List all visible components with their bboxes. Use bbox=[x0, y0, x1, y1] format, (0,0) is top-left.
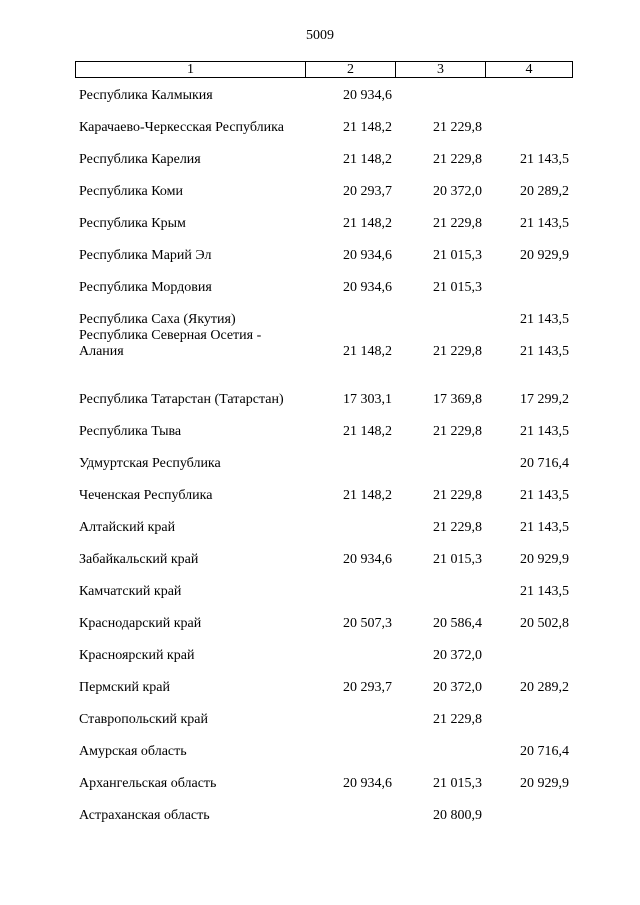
table-row bbox=[75, 712, 573, 728]
region-name-line: Республика Саха (Якутия) bbox=[79, 312, 236, 327]
value-c3: 21 229,8 bbox=[433, 120, 482, 135]
value-c3: 21 015,3 bbox=[433, 552, 482, 567]
value-c3: 20 586,4 bbox=[433, 616, 482, 631]
value-c2: 20 934,6 bbox=[343, 552, 392, 567]
region-name-line: Республика Мордовия bbox=[79, 280, 212, 295]
region-name-line: Карачаево-Черкесская Республика bbox=[79, 120, 284, 135]
region-name bbox=[75, 584, 305, 600]
value-c2: 21 148,2 bbox=[343, 152, 392, 167]
region-name bbox=[75, 248, 305, 264]
header-col-3: 3 bbox=[396, 62, 486, 77]
region-name bbox=[75, 616, 305, 632]
table-header bbox=[75, 61, 573, 78]
value-c4: 20 502,8 bbox=[520, 616, 569, 631]
value-c2: 21 148,2 bbox=[343, 216, 392, 231]
value-c2: 20 934,6 bbox=[343, 280, 392, 295]
value-c3: 21 229,8 bbox=[433, 712, 482, 727]
value-c2: 20 507,3 bbox=[343, 616, 392, 631]
table-row bbox=[75, 280, 573, 296]
table-row bbox=[75, 776, 573, 792]
value-c4: 21 143,5 bbox=[520, 216, 569, 231]
table-row bbox=[75, 392, 573, 408]
value-c3: 21 015,3 bbox=[433, 280, 482, 295]
value-c3: 17 369,8 bbox=[433, 392, 482, 407]
table-row bbox=[75, 680, 573, 696]
region-name-line: Краснодарский край bbox=[79, 616, 202, 631]
region-name bbox=[75, 456, 305, 472]
value-c4: 21 143,5 bbox=[520, 344, 569, 359]
region-name-line: Ставропольский край bbox=[79, 712, 208, 727]
table-row bbox=[75, 616, 573, 632]
table-row bbox=[75, 456, 573, 472]
value-c4: 21 143,5 bbox=[520, 488, 569, 503]
value-c3: 21 015,3 bbox=[433, 248, 482, 263]
value-c2: 20 934,6 bbox=[343, 248, 392, 263]
table-row bbox=[75, 248, 573, 264]
value-c3: 20 372,0 bbox=[433, 184, 482, 199]
value-c4: 20 289,2 bbox=[520, 680, 569, 695]
table-row bbox=[75, 520, 573, 536]
region-name bbox=[75, 424, 305, 440]
region-name bbox=[75, 152, 305, 168]
region-name-line: Республика Татарстан (Татарстан) bbox=[79, 392, 284, 407]
value-c4: 20 929,9 bbox=[520, 552, 569, 567]
region-name-line: Архангельская область bbox=[79, 776, 217, 791]
value-c3: 21 229,8 bbox=[433, 216, 482, 231]
region-name-line: Камчатский край bbox=[79, 584, 182, 599]
table-row bbox=[75, 312, 573, 328]
value-c4: 17 299,2 bbox=[520, 392, 569, 407]
region-name-line: Красноярский край bbox=[79, 648, 195, 663]
region-name-line: Пермский край bbox=[79, 680, 170, 695]
value-c3: 21 229,8 bbox=[433, 488, 482, 503]
region-name-line: Амурская область bbox=[79, 744, 187, 759]
region-name bbox=[75, 328, 305, 360]
value-c4: 21 143,5 bbox=[520, 152, 569, 167]
region-name bbox=[75, 392, 305, 408]
value-c4: 20 716,4 bbox=[520, 456, 569, 471]
value-c2: 21 148,2 bbox=[343, 120, 392, 135]
value-c4: 20 289,2 bbox=[520, 184, 569, 199]
value-c2: 17 303,1 bbox=[343, 392, 392, 407]
value-c3: 20 372,0 bbox=[433, 648, 482, 663]
region-name bbox=[75, 808, 305, 824]
region-name-line: Республика Карелия bbox=[79, 152, 201, 167]
table-row bbox=[75, 648, 573, 664]
region-name bbox=[75, 552, 305, 568]
region-name-line: Чеченская Республика bbox=[79, 488, 213, 503]
region-name bbox=[75, 216, 305, 232]
table-row bbox=[75, 88, 573, 104]
region-name bbox=[75, 312, 305, 328]
header-col-2: 2 bbox=[306, 62, 396, 77]
region-name-line: Алтайский край bbox=[79, 520, 176, 535]
region-name bbox=[75, 184, 305, 200]
region-name-line: Республика Марий Эл bbox=[79, 248, 212, 263]
region-name bbox=[75, 120, 305, 136]
region-name-line: Республика Коми bbox=[79, 184, 183, 199]
value-c2: 21 148,2 bbox=[343, 488, 392, 503]
page-number: 5009 bbox=[306, 28, 334, 43]
value-c4: 20 716,4 bbox=[520, 744, 569, 759]
value-c2: 21 148,2 bbox=[343, 344, 392, 359]
value-c4: 21 143,5 bbox=[520, 520, 569, 535]
region-name-line: Алания bbox=[79, 344, 124, 359]
value-c2: 20 293,7 bbox=[343, 680, 392, 695]
value-c3: 20 372,0 bbox=[433, 680, 482, 695]
region-name-line: Республика Северная Осетия - bbox=[79, 328, 262, 343]
value-c2: 20 934,6 bbox=[343, 776, 392, 791]
table-row bbox=[75, 184, 573, 200]
value-c4: 21 143,5 bbox=[520, 584, 569, 599]
value-c3: 21 229,8 bbox=[433, 344, 482, 359]
value-c4: 21 143,5 bbox=[520, 424, 569, 439]
table-row bbox=[75, 744, 573, 760]
value-c3: 21 229,8 bbox=[433, 424, 482, 439]
value-c3: 21 015,3 bbox=[433, 776, 482, 791]
region-name bbox=[75, 488, 305, 504]
table-row bbox=[75, 152, 573, 168]
region-name bbox=[75, 712, 305, 728]
value-c4: 20 929,9 bbox=[520, 776, 569, 791]
table-row bbox=[75, 808, 573, 824]
value-c2: 20 934,6 bbox=[343, 88, 392, 103]
region-name-line: Республика Калмыкия bbox=[79, 88, 213, 103]
table-row bbox=[75, 488, 573, 504]
region-name bbox=[75, 648, 305, 664]
value-c4: 20 929,9 bbox=[520, 248, 569, 263]
value-c3: 21 229,8 bbox=[433, 520, 482, 535]
region-name-line: Удмуртская Республика bbox=[79, 456, 221, 471]
region-name-line: Астраханская область bbox=[79, 808, 210, 823]
region-name bbox=[75, 88, 305, 104]
region-name bbox=[75, 744, 305, 760]
value-c3: 21 229,8 bbox=[433, 152, 482, 167]
value-c2: 20 293,7 bbox=[343, 184, 392, 199]
region-name bbox=[75, 520, 305, 536]
value-c2: 21 148,2 bbox=[343, 424, 392, 439]
region-name-line: Республика Крым bbox=[79, 216, 186, 231]
value-c4: 21 143,5 bbox=[520, 312, 569, 327]
region-name bbox=[75, 776, 305, 792]
table-row bbox=[75, 216, 573, 232]
table-row bbox=[75, 552, 573, 568]
region-name-line: Республика Тыва bbox=[79, 424, 182, 439]
table-row bbox=[75, 584, 573, 600]
region-name-line: Забайкальский край bbox=[79, 552, 199, 567]
table-row bbox=[75, 328, 573, 360]
table-row bbox=[75, 120, 573, 136]
value-c3: 20 800,9 bbox=[433, 808, 482, 823]
header-col-4: 4 bbox=[525, 61, 533, 77]
region-name bbox=[75, 680, 305, 696]
header-col-1: 1 bbox=[76, 62, 306, 77]
table-row bbox=[75, 424, 573, 440]
region-name bbox=[75, 280, 305, 296]
